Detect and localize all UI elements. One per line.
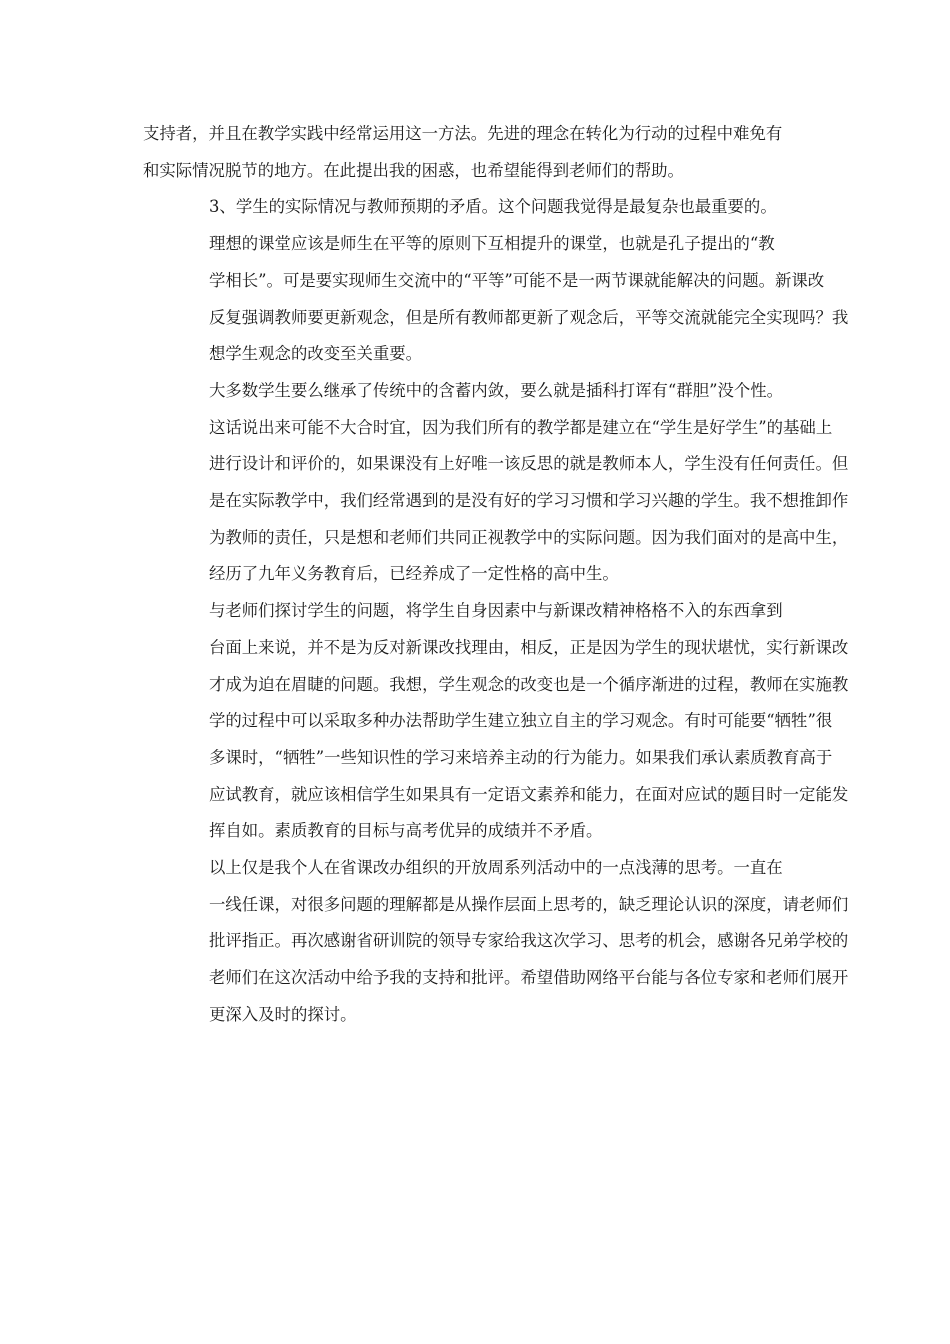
text-line: 支持者，并且在教学实践中经常运用这一方法。先进的理念在转化为行动的过程中难免有 <box>143 124 783 143</box>
text-line: 才成为迫在眉睫的问题。我想，学生观念的改变也是一个循序渐进的过程，教师在实施教 <box>209 674 849 694</box>
paragraph <box>143 116 811 189</box>
text-line: 挥自如。素质教育的目标与高考优异的成绩并不矛盾。 <box>209 821 603 841</box>
text-line: 学的过程中可以采取多种办法帮助学生建立独立自主的学习观念。有时可能要“牺牲”很 <box>209 711 833 731</box>
text-line: 理想的课堂应该是师生在平等的原则下互相提升的课堂，也就是孔子提出的“教 <box>209 234 775 254</box>
text-line: 一线任课，对很多问题的理解都是从操作层面上思考的，缺乏理论认识的深度，请老师们 <box>209 894 849 914</box>
text-line: 批评指正。再次感谢省研训院的领导专家给我这次学习、思考的机会，感谢各兄弟学校的 <box>209 931 849 951</box>
text-line: 老师们在这次活动中给予我的支持和批评。希望借助网络平台能与各位专家和老师们展开 <box>209 968 849 988</box>
text-line: 应试教育，就应该相信学生如果具有一定语文素养和能力，在面对应试的题目时一定能发 <box>209 784 849 804</box>
text-line: 学相长”。可是要实现师生交流中的“平等”可能不是一两节课就能解决的问题。新课改 <box>209 270 825 290</box>
text-line: 经历了九年义务教育后，已经养成了一定性格的高中生。 <box>209 564 619 584</box>
paragraph <box>143 226 849 373</box>
document-body <box>143 116 849 1034</box>
paragraph <box>143 850 849 1034</box>
paragraph <box>143 373 849 593</box>
text-line: 以上仅是我个人在省课改办组织的开放周系列活动中的一点浅薄的思考。一直在 <box>209 858 783 878</box>
text-line: 是在实际教学中，我们经常遇到的是没有好的学习习惯和学习兴趣的学生。我不想推卸作 <box>209 491 849 511</box>
paragraph <box>143 593 849 850</box>
text-line: 为教师的责任，只是想和老师们共同正视教学中的实际问题。因为我们面对的是高中生， <box>209 527 849 547</box>
text-line: 大多数学生要么继承了传统中的含蓄内敛，要么就是插科打诨有“群胆”没个性。 <box>209 380 784 400</box>
paragraph <box>143 189 811 226</box>
text-line: 想学生观念的改变至关重要。 <box>209 344 423 364</box>
text-line: 台面上来说，并不是为反对新课改找理由，相反，正是因为学生的现状堪忧，实行新课改 <box>209 637 849 657</box>
text-line: 多课时，“牺牲”一些知识性的学习来培养主动的行为能力。如果我们承认素质教育高于 <box>209 747 833 767</box>
text-line: 和实际情况脱节的地方。在此提出我的困惑，也希望能得到老师们的帮助。 <box>143 160 684 180</box>
text-line: 更深入及时的探讨。 <box>209 1004 357 1024</box>
text-line: 这话说出来可能不大合时宜，因为我们所有的教学都是建立在“学生是好学生”的基础上 <box>209 417 833 437</box>
text-line: 3、学生的实际情况与教师预期的矛盾。这个问题我觉得是最复杂也最重要的。 <box>209 197 777 217</box>
text-line: 与老师们探讨学生的问题，将学生自身因素中与新课改精神格格不入的东西拿到 <box>209 601 783 621</box>
text-line: 反复强调教师要更新观念，但是所有教师都更新了观念后，平等交流就能完全实现吗？我 <box>209 307 849 327</box>
text-line: 进行设计和评价的，如果课没有上好唯一该反思的就是教师本人，学生没有任何责任。但 <box>209 454 849 474</box>
